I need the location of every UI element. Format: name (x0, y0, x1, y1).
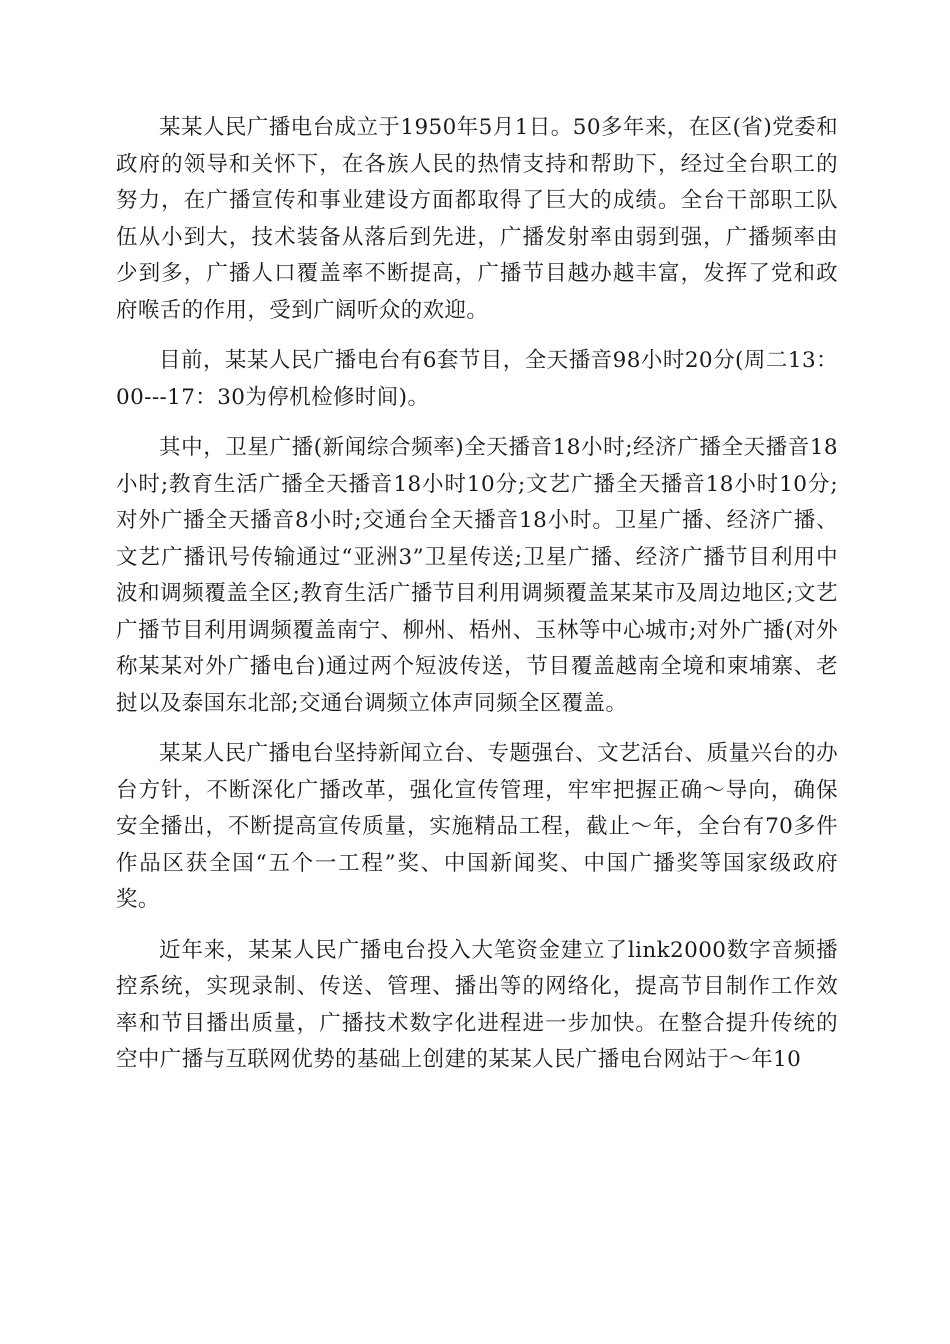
paragraph-channels: 其中，卫星广播(新闻综合频率)全天播音18小时;经济广播全天播音18小时;教育生活广播全天播音18小时10分;文艺广播全天播音18小时10分;对外广播全天播音8小时;交通台全天播音18小时。卫星广播、经济广播、文艺广播讯号传输通过“亚洲3”卫星传送;卫星广播、经济广播节目利用中波和调频覆盖全区;教育生活广播节目利用调频覆盖某某市及周边地区;文艺广播节目利用调频覆盖南宁、柳州、梧州、玉林等中心城市;对外广播(对外称某某对外广播电台)通过两个短波传送，节目覆盖越南全境和柬埔寨、老挝以及泰国东北部;交通台调频立体声同频全区覆盖。 (116, 435, 838, 716)
document-body (116, 110, 838, 1093)
paragraph-programs: 目前，某某人民广播电台有6套节目，全天播音98小时20分(周二13：00---17：30为停机检修时间)。 (116, 348, 838, 410)
paragraph-founding: 某某人民广播电台成立于1950年5月1日。50多年来，在区(省)党委和政府的领导和关怀下，在各族人民的热情支持和帮助下，经过全台职工的努力，在广播宣传和事业建设方面都取得了巨大的成绩。全台干部职工队伍从小到大，技术装备从落后到先进，广播发射率由弱到强，广播频率由少到多，广播人口覆盖率不断提高，广播节目越办越丰富，发挥了党和政府喉舌的作用，受到广阔听众的欢迎。 (116, 115, 838, 323)
paragraph-policy: 某某人民广播电台坚持新闻立台、专题强台、文艺活台、质量兴台的办台方针，不断深化广播改革，强化宣传管理，牢牢把握正确～导向，确保安全播出，不断提高宣传质量，实施精品工程，截止～年，全台有70多件作品区获全国“五个一工程”奖、中国新闻奖、中国广播奖等国家级政府奖。 (116, 741, 838, 912)
paragraph-technology: 近年来，某某人民广播电台投入大笔资金建立了link2000数字音频播控系统，实现录制、传送、管理、播出等的网络化，提高节目制作工作效率和节目播出质量，广播技术数字化进程进一步加快。在整合提升传统的空中广播与互联网优势的基础上创建的某某人民广播电台网站于～年10 (116, 937, 838, 1072)
